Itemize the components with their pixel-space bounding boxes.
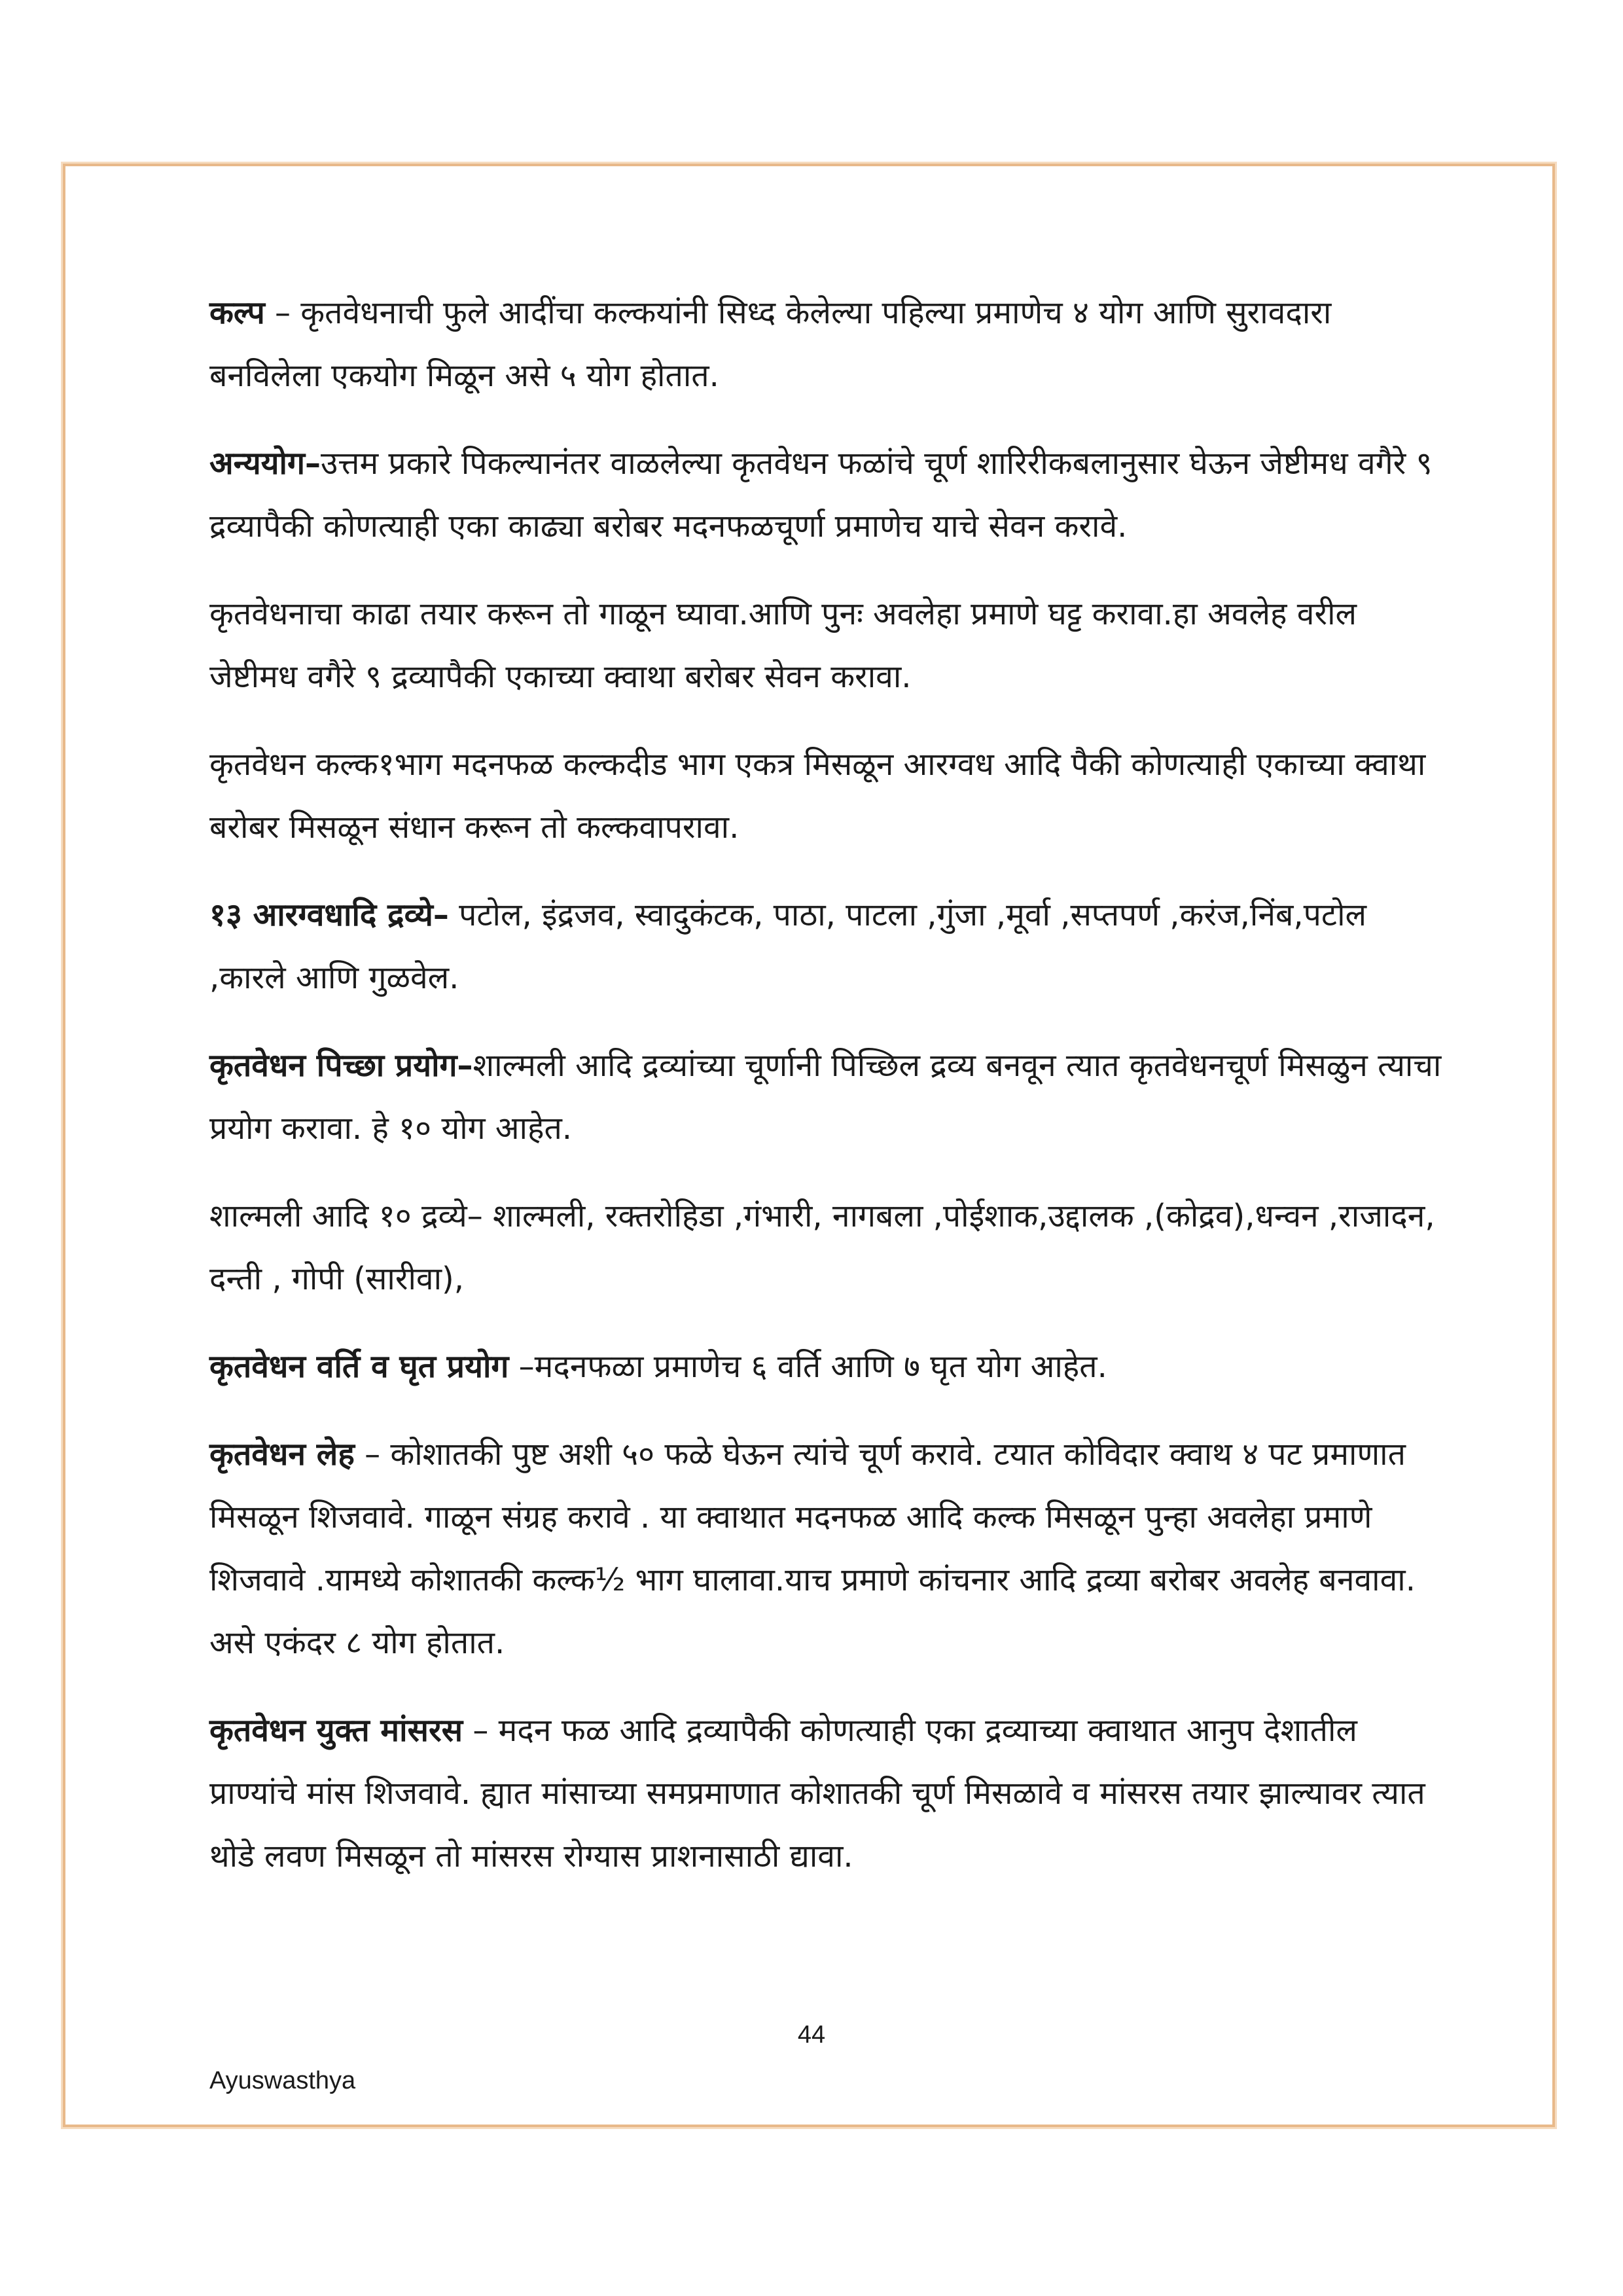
paragraph-text: पटोल, इंद्रजव, स्वादुकंटक, पाठा, पाटला ,गुंजा ,मूर्वा ,सप्तपर्ण ,करंज,निंब,पटोल ,कारले आणि गुळवेल. xyxy=(209,897,1367,996)
paragraph-shalmali xyxy=(209,1185,1453,1310)
footer-brand: Ayuswasthya xyxy=(209,2067,356,2094)
paragraph-text: शाल्मली आदि द्रव्यांच्या चूर्णानी पिच्छिल द्रव्य बनवून त्यात कृतवेधनचूर्ण मिसळुन त्याचा प्रयोग करावा. हे १० योग आहेत. xyxy=(209,1047,1442,1147)
page-number: 44 xyxy=(797,2021,826,2049)
paragraph-mansaras xyxy=(209,1699,1453,1888)
paragraph-heading: कल्प xyxy=(209,295,265,331)
paragraph-text: शाल्मली आदि १० द्रव्ये– शाल्मली, रक्तरोहिडा ,गंभारी, नागबला ,पोईशाक,उद्दालक ,(कोद्रव),धन्वन ,राजादन, दन्ती , गोपी (सारीवा), xyxy=(209,1198,1435,1297)
paragraph-text: – कृतवेधनाची फुले आदींचा कल्कयांनी सिध्द केलेल्या पहिल्या प्रमाणेच ४ योग आणि सुरावदारा बनविलेला एकयोग मिळून असे ५ योग होतात. xyxy=(209,295,1332,394)
paragraph-piccha-prayog xyxy=(209,1034,1453,1160)
paragraph-text: – कोशातकी पुष्ट अशी ५० फळे घेऊन त्यांचे चूर्ण करावे. टयात कोविदार क्वाथ ४ पट प्रमाणात मिसळून शिजवावे. गाळून संग्रह करावे . या क्वाथात मदनफळ आदि कल्क मिसळून पुन्हा अवलेहा प्रमाणे शिजवावे .यामध्ये कोशातकी कल्क½ भाग घालावा.याच प्रमाणे कांचनार आदि द्रव्या बरोबर अवलेह बनवावा. असे एकंदर ८ योग होतात. xyxy=(209,1436,1416,1661)
paragraph-heading: कृतवेधन पिच्छा प्रयोग– xyxy=(209,1047,473,1084)
paragraph-text: –मदनफळा प्रमाणेच ६ वर्ति आणि ७ घृत योग आहेत. xyxy=(508,1348,1107,1385)
paragraph-text: कृतवेधन कल्क१भाग मदनफळ कल्कदीड भाग एकत्र मिसळून आरग्वध आदि पैकी कोणत्याही एकाच्या क्वाथा बरोबर मिसळून संधान करून तो कल्कवापरावा. xyxy=(209,746,1426,846)
paragraph-heading: अन्ययोग– xyxy=(209,445,321,482)
paragraph-kalka xyxy=(209,733,1453,859)
paragraph-aragvadhadi xyxy=(209,884,1453,1009)
paragraph-text: उत्तम प्रकारे पिकल्यानंतर वाळलेल्या कृतवेधन फळांचे चूर्ण शारिरीकबलानुसार घेऊन जेष्टीमध वगैरे ९ द्रव्यापैकी कोणत्याही एका काढ्या बरोबर मदनफळचूर्णा प्रमाणेच याचे सेवन करावे. xyxy=(209,445,1433,545)
paragraph-heading: कृतवेधन लेह xyxy=(209,1436,355,1473)
document-body xyxy=(209,281,1453,1912)
paragraph-anyayog xyxy=(209,432,1453,558)
paragraph-heading: कृतवेधन युक्त मांसरस xyxy=(209,1712,463,1749)
paragraph-text: – मदन फळ आदि द्रव्यापैकी कोणत्याही एका द्रव्याच्या क्वाथात आनुप देशातील प्राण्यांचे मांस शिजवावे. ह्यात मांसाच्या समप्रमाणात कोशातकी चूर्ण मिसळावे व मांसरस तयार झाल्यावर त्यात थोडे लवण मिसळून तो मांसरस रोग्यास प्राशनासाठी द्यावा. xyxy=(209,1712,1425,1874)
paragraph-varti-ghrit xyxy=(209,1335,1453,1398)
paragraph-heading: १३ आरग्वधादि द्रव्ये– xyxy=(209,897,449,933)
paragraph-kalpa xyxy=(209,281,1453,407)
paragraph-kadha xyxy=(209,583,1453,708)
paragraph-heading: कृतवेधन वर्ति व घृत प्रयोग xyxy=(209,1348,509,1385)
paragraph-leh xyxy=(209,1423,1453,1674)
paragraph-text: कृतवेधनाचा काढा तयार करून तो गाळून घ्यावा.आणि पुनः अवलेहा प्रमाणे घट्ट करावा.हा अवलेह वरील जेष्टीमध वगैरे ९ द्रव्यापैकी एकाच्या क्वाथा बरोबर सेवन करावा. xyxy=(209,596,1357,695)
